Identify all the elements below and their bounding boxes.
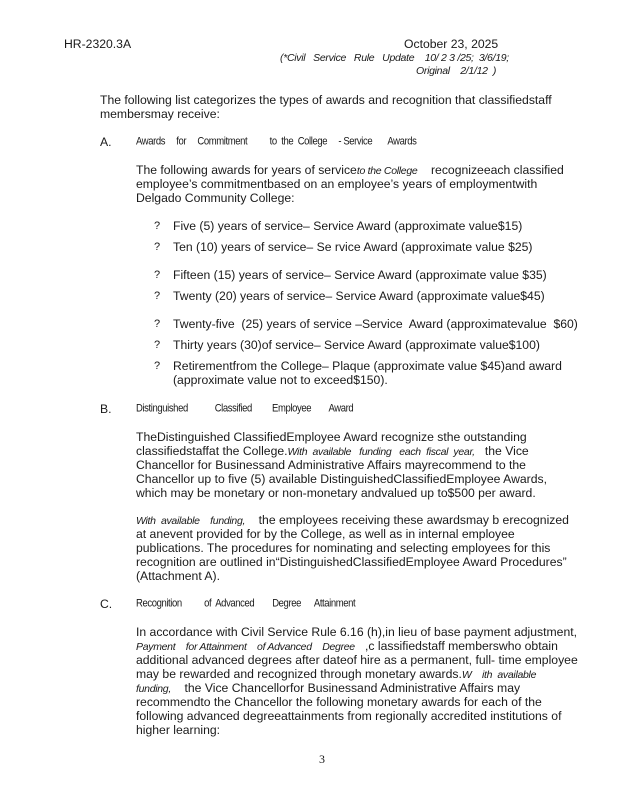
section-c-line3: additional advanced degrees after dateof hire as a permanent, full- time employee	[136, 653, 578, 667]
service-award-item: Twenty (20) years of service– Service Award (approximate value$45)	[173, 289, 545, 303]
section-b-p1-line4: Chancellor up to five (5) available DistinguishedClassifiedEmployee Awards,	[136, 472, 547, 486]
document-id: HR-2320.3A	[64, 37, 132, 51]
service-award-item-continued: (approximate value not to exceed$150).	[173, 373, 388, 387]
service-award-item: Five (5) years of service– Service Award (approximate value$15)	[173, 219, 523, 233]
bullet-icon: ?	[154, 290, 161, 302]
section-c-letter: C.	[100, 597, 113, 611]
revision-note-line1: (*Civil Service Rule Update 10/ 2 3 /25; 3/6/19;	[280, 52, 509, 64]
section-a-letter: A.	[100, 135, 112, 149]
section-b-heading: Distinguished Classified Employee Award	[136, 402, 354, 415]
service-award-item: Retirementfrom the College– Plaque (approximate value $45)and award	[173, 359, 562, 373]
section-c-line2-text: ,c lassifiedstaff memberswho obtain	[365, 639, 558, 653]
section-b-p2-line1-italic: With available funding,	[136, 515, 246, 527]
section-b-letter: B.	[100, 402, 112, 416]
section-b-p1-line2-italic: With available funding each fiscal year,	[287, 446, 475, 458]
section-b-p1-line2-end: the Vice	[484, 444, 529, 458]
section-b-p1-line1: TheDistinguished ClassifiedEmployee Award recognize sthe outstanding	[136, 430, 527, 444]
service-award-item: Fifteen (15) years of service– Service Award (approximate value $35)	[173, 268, 547, 282]
bullet-icon: ?	[154, 339, 161, 351]
section-c-line5	[136, 681, 520, 696]
section-c-line4	[136, 667, 536, 682]
section-b-p1-line2-text: classifiedstaffat the College.	[136, 444, 288, 458]
section-c-heading: Recognition of Advanced Degree Attainment	[136, 597, 356, 610]
section-c-line8: higher learning:	[136, 723, 221, 737]
section-a-para-line1-italic: to the College	[356, 165, 418, 177]
section-b-p1-line5: which may be monetary or non-monetary andvalued up to$500 per award.	[136, 486, 536, 500]
bullet-icon: ?	[154, 220, 161, 232]
section-a-para-line3: Delgado Community College:	[136, 191, 295, 205]
section-a-para-line1-text: The following awards for years of service	[136, 163, 357, 177]
bullet-icon: ?	[154, 360, 161, 372]
section-c-line1: In accordance with Civil Service Rule 6.16 (h),in lieu of base payment adjustment,	[136, 625, 577, 639]
section-a-heading: Awards for Commitment to the College - Service Awards	[136, 135, 417, 148]
section-b-p2-line4: recognition are outlined in“DistinguishedClassifiedEmployee Award Procedures”	[136, 555, 567, 569]
intro-line1: The following list categorizes the types of awards and recognition that classifiedstaff	[100, 93, 552, 107]
revision-note-line2: Original 2/1/12 )	[416, 65, 497, 77]
section-c-line2-italic: Payment for Attainment of Advanced Degree	[136, 641, 355, 653]
section-b-p2-line1-text: the employees receiving these awardsmay b erecognized	[258, 513, 569, 527]
section-b-p1-line3: Chancellor for Businessand Administrative Affairs mayrecommend to the	[136, 458, 526, 472]
document-date: October 23, 2025	[404, 37, 499, 51]
section-c-line5-italic: funding,	[136, 683, 171, 695]
section-c-line6: recommendto the Chancellor the following monetary awards for each of the	[136, 695, 542, 709]
bullet-icon: ?	[154, 241, 161, 253]
section-a-para-line2: employee’s commitmentbased on an employee’s years of employmentwith	[136, 177, 538, 191]
section-c-line7: following advanced degreeattainments from regionally accredited institutions of	[136, 709, 562, 723]
section-b-p2-line2: at anevent provided for by the College, as well as in internal employee	[136, 527, 515, 541]
section-c-line5-text: the Vice Chancellorfor Businessand Administrative Affairs may	[184, 681, 521, 695]
section-b-p1-line2	[136, 444, 529, 459]
section-a-para-line1-end: recognizeeach classified	[430, 163, 564, 177]
bullet-icon: ?	[154, 269, 161, 281]
section-b-p2-line1	[136, 513, 569, 528]
section-c-line4-text: may be rewarded and recognized through monetary awards.	[136, 667, 462, 681]
section-a-para-line1	[136, 163, 564, 178]
section-c-line4-italic: W ith available	[461, 669, 537, 681]
section-b-p2-line3: publications. The procedures for nominating and selecting employees for this	[136, 541, 551, 555]
section-c-line2	[136, 639, 558, 654]
intro-line2: membersmay receive:	[100, 107, 220, 121]
service-award-item: Thirty years (30)of service– Service Award (approximate value$100)	[173, 338, 540, 352]
page-number: 3	[319, 752, 325, 766]
section-b-p2-line5: (Attachment A).	[136, 569, 220, 583]
bullet-icon: ?	[154, 318, 161, 330]
service-award-item: Ten (10) years of service– Se rvice Award (approximate value $25)	[173, 240, 533, 254]
service-award-item: Twenty-five (25) years of service –Service Award (approximatevalue $60)	[173, 317, 578, 331]
